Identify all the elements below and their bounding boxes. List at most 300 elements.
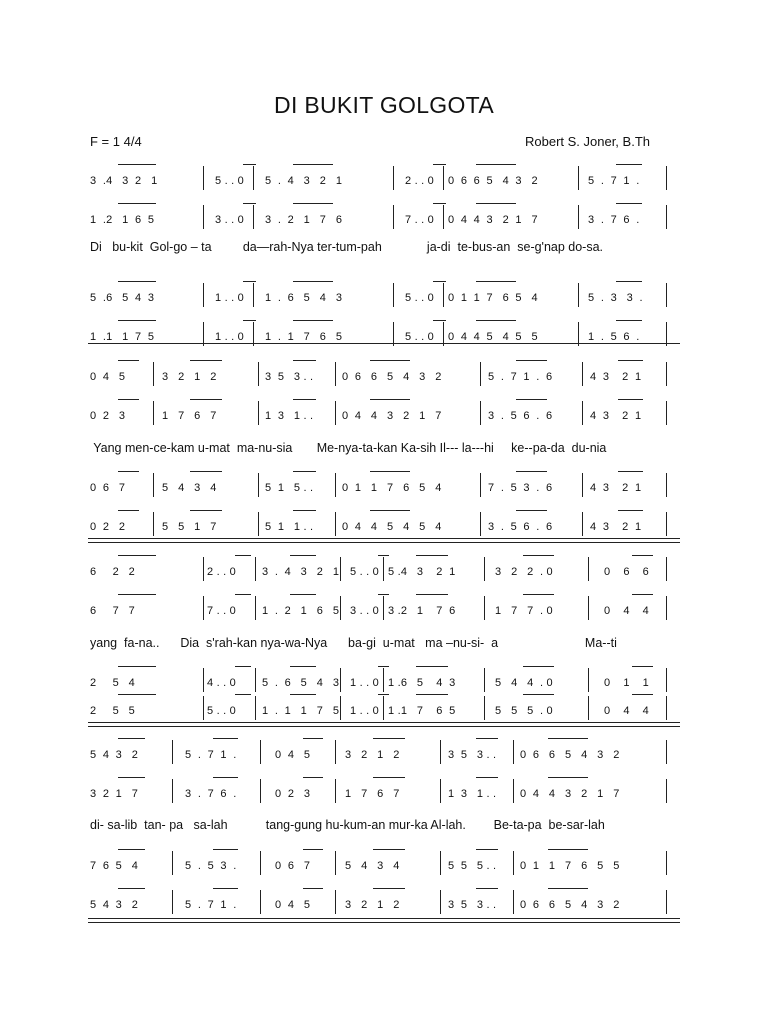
measure bbox=[405, 209, 434, 231]
measure bbox=[262, 561, 339, 583]
beam-line bbox=[378, 555, 389, 556]
bar-line bbox=[335, 851, 336, 875]
measure-notes: 6 7 7 bbox=[90, 605, 136, 617]
measure bbox=[90, 366, 125, 388]
measure-notes: 3 5 3 . . bbox=[265, 371, 314, 383]
beam-line bbox=[118, 738, 145, 739]
measure-notes: 0 4 4 3 2 1 7 bbox=[520, 788, 620, 800]
beam-line bbox=[523, 594, 554, 595]
measure-notes: 1 .6 5 4 3 bbox=[388, 677, 456, 689]
measure bbox=[185, 783, 237, 805]
measure bbox=[488, 366, 552, 388]
bar-line bbox=[172, 779, 173, 803]
bar-line bbox=[335, 740, 336, 764]
measure-notes: 0 6 7 bbox=[275, 860, 311, 872]
measure bbox=[162, 516, 217, 538]
measure bbox=[265, 170, 342, 192]
measure-notes: 3 2 1 7 bbox=[90, 788, 139, 800]
measure-notes: 6 2 2 bbox=[90, 566, 136, 578]
measure-notes: 1 . 6 5 4 3 bbox=[265, 292, 343, 304]
measure bbox=[495, 672, 553, 694]
bar-line bbox=[258, 401, 259, 425]
beam-line bbox=[370, 510, 410, 511]
measure bbox=[604, 700, 649, 722]
beam-line bbox=[616, 281, 642, 282]
notation-line bbox=[0, 561, 768, 583]
bar-line bbox=[578, 283, 579, 307]
measure bbox=[162, 366, 217, 388]
beam-line bbox=[373, 777, 405, 778]
measure-notes: 3 . 7 6 . bbox=[588, 214, 640, 226]
measure bbox=[342, 477, 442, 499]
bar-line bbox=[513, 890, 514, 914]
measure-notes: 2 5 5 bbox=[90, 705, 136, 717]
measure bbox=[604, 672, 649, 694]
beam-line bbox=[118, 471, 139, 472]
measure-notes: 0 4 4 bbox=[604, 705, 650, 717]
measure-notes: 3 5 3 . . bbox=[448, 899, 497, 911]
bar-line bbox=[484, 696, 485, 720]
notation-line bbox=[0, 477, 768, 499]
beam-line bbox=[632, 694, 653, 695]
beam-line bbox=[118, 594, 156, 595]
bar-line bbox=[203, 557, 204, 581]
beam-line bbox=[476, 849, 498, 850]
beam-line bbox=[516, 360, 547, 361]
bar-line bbox=[484, 596, 485, 620]
measure bbox=[90, 209, 154, 231]
bar-line bbox=[335, 512, 336, 536]
measure bbox=[90, 894, 138, 916]
measure bbox=[162, 477, 217, 499]
notation-line bbox=[0, 672, 768, 694]
measure-notes: 4 3 2 1 bbox=[590, 521, 642, 533]
measure bbox=[388, 700, 455, 722]
measure-notes: 0 2 3 bbox=[90, 410, 126, 422]
bar-line bbox=[666, 401, 667, 425]
beam-line bbox=[618, 399, 643, 400]
beam-line bbox=[235, 666, 251, 667]
measure-notes: 0 1 1 7 6 5 4 bbox=[448, 292, 538, 304]
measure bbox=[350, 600, 379, 622]
beam-line bbox=[293, 281, 333, 282]
beam-line bbox=[632, 594, 653, 595]
measure-notes: 1 7 6 7 bbox=[345, 788, 400, 800]
beam-line bbox=[476, 281, 516, 282]
measure-notes: 5 1 5 . . bbox=[265, 482, 314, 494]
beam-line bbox=[235, 694, 251, 695]
bar-line bbox=[203, 696, 204, 720]
bar-line bbox=[393, 166, 394, 190]
measure bbox=[604, 561, 649, 583]
notation-line bbox=[0, 326, 768, 348]
bar-line bbox=[582, 512, 583, 536]
beam-line bbox=[373, 849, 405, 850]
beam-line bbox=[293, 203, 333, 204]
beam-line bbox=[523, 666, 554, 667]
bar-line bbox=[383, 668, 384, 692]
bar-line bbox=[578, 205, 579, 229]
measure bbox=[90, 672, 135, 694]
beam-line bbox=[618, 471, 643, 472]
beam-line bbox=[433, 320, 446, 321]
measure-notes: 0 6 6 bbox=[604, 566, 650, 578]
beam-line bbox=[476, 777, 498, 778]
beam-line bbox=[235, 555, 251, 556]
measure bbox=[448, 894, 496, 916]
lyric-line: Yang men-ce-kam u-mat ma-nu-sia Me-nya-ta-kan Ka-sih Il--- la---hi ke--pa-da du-nia bbox=[90, 441, 607, 455]
measure bbox=[405, 287, 434, 309]
beam-line bbox=[433, 164, 446, 165]
measure bbox=[604, 600, 649, 622]
bar-line bbox=[666, 166, 667, 190]
measure bbox=[262, 700, 339, 722]
bar-line bbox=[582, 362, 583, 386]
bar-line bbox=[443, 166, 444, 190]
beam-line bbox=[293, 164, 333, 165]
measure-notes: 5 . . 0 bbox=[207, 705, 236, 717]
measure-notes: 1 . 5 6 . bbox=[588, 331, 640, 343]
measure bbox=[215, 170, 244, 192]
measure-notes: 5 4 3 4 bbox=[345, 860, 400, 872]
beam-line bbox=[433, 281, 446, 282]
bar-line bbox=[443, 205, 444, 229]
bar-line bbox=[443, 283, 444, 307]
measure bbox=[207, 700, 236, 722]
measure-notes: 1 .2 1 6 5 bbox=[90, 214, 155, 226]
bar-line bbox=[588, 668, 589, 692]
lyric-line: yang fa-na.. Dia s'rah-kan nya-wa-Nya ba-gi u-mat ma –nu-si- a Ma--ti bbox=[90, 636, 617, 650]
measure-notes: 4 . . 0 bbox=[207, 677, 236, 689]
measure bbox=[388, 600, 455, 622]
bar-line bbox=[666, 890, 667, 914]
measure-notes: 3 2 1 2 bbox=[345, 899, 400, 911]
beam-line bbox=[190, 471, 222, 472]
measure-notes: 5 5 5 . . bbox=[448, 860, 497, 872]
beam-line bbox=[370, 360, 410, 361]
measure-notes: 4 3 2 1 bbox=[590, 371, 642, 383]
measure-notes: 1 .1 7 6 5 bbox=[388, 705, 456, 717]
lyric-line: Di bu-kit Gol-go – ta da—rah-Nya ter-tum-pah ja-di te-bus-an se-g'nap do-sa. bbox=[90, 240, 604, 254]
measure-notes: 3 .2 1 7 6 bbox=[388, 605, 456, 617]
bar-line bbox=[253, 205, 254, 229]
bar-line bbox=[258, 473, 259, 497]
bar-line bbox=[383, 696, 384, 720]
measure bbox=[215, 209, 244, 231]
measure bbox=[90, 170, 157, 192]
bar-line bbox=[260, 851, 261, 875]
measure bbox=[342, 516, 442, 538]
system-separator bbox=[88, 538, 680, 543]
measure-notes: 5 . . 0 bbox=[215, 175, 244, 187]
measure-notes: 5 . 6 5 4 3 bbox=[262, 677, 340, 689]
beam-line bbox=[416, 694, 448, 695]
beam-line bbox=[293, 471, 316, 472]
measure bbox=[90, 855, 138, 877]
measure bbox=[185, 894, 237, 916]
measure bbox=[90, 287, 154, 309]
bar-line bbox=[582, 401, 583, 425]
beam-line bbox=[303, 738, 323, 739]
measure-notes: 0 4 5 bbox=[90, 371, 126, 383]
measure bbox=[495, 561, 553, 583]
beam-line bbox=[190, 360, 222, 361]
measure-notes: 1 . . 0 bbox=[350, 677, 379, 689]
measure-notes: 0 4 5 bbox=[275, 749, 311, 761]
measure bbox=[520, 783, 620, 805]
bar-line bbox=[513, 740, 514, 764]
measure bbox=[207, 672, 236, 694]
beam-line bbox=[118, 164, 156, 165]
measure-notes: 5 . 4 3 2 1 bbox=[265, 175, 343, 187]
measure bbox=[275, 744, 310, 766]
measure bbox=[185, 744, 237, 766]
bar-line bbox=[383, 557, 384, 581]
beam-line bbox=[118, 360, 139, 361]
measure bbox=[590, 366, 641, 388]
notation-line bbox=[0, 209, 768, 231]
measure bbox=[405, 326, 434, 348]
beam-line bbox=[476, 320, 516, 321]
beam-line bbox=[548, 888, 588, 889]
measure bbox=[350, 561, 379, 583]
measure-notes: 3 . 7 6 . bbox=[185, 788, 237, 800]
beam-line bbox=[476, 738, 498, 739]
bar-line bbox=[440, 740, 441, 764]
beam-line bbox=[548, 849, 588, 850]
beam-line bbox=[290, 555, 316, 556]
measure bbox=[448, 209, 538, 231]
measure bbox=[588, 287, 643, 309]
bar-line bbox=[153, 362, 154, 386]
measure-notes: 5 . . 0 bbox=[350, 566, 379, 578]
bar-line bbox=[340, 596, 341, 620]
measure bbox=[488, 516, 552, 538]
bar-line bbox=[588, 696, 589, 720]
measure-notes: 2 . . 0 bbox=[207, 566, 236, 578]
beam-line bbox=[433, 203, 446, 204]
beam-line bbox=[290, 594, 316, 595]
bar-line bbox=[340, 557, 341, 581]
measure bbox=[345, 783, 400, 805]
bar-line bbox=[666, 557, 667, 581]
measure-notes: 0 6 6 5 4 3 2 bbox=[448, 175, 538, 187]
bar-line bbox=[172, 851, 173, 875]
measure-notes: 5 .4 3 2 1 bbox=[388, 566, 456, 578]
measure bbox=[275, 783, 310, 805]
system-separator bbox=[88, 918, 680, 923]
measure bbox=[388, 672, 455, 694]
measure-notes: 3 . 5 6 . 6 bbox=[488, 410, 553, 422]
measure bbox=[350, 672, 379, 694]
beam-line bbox=[293, 399, 316, 400]
measure bbox=[90, 700, 135, 722]
bar-line bbox=[258, 512, 259, 536]
measure bbox=[162, 405, 217, 427]
beam-line bbox=[118, 888, 145, 889]
bar-line bbox=[480, 362, 481, 386]
measure bbox=[90, 516, 125, 538]
beam-line bbox=[118, 320, 156, 321]
beam-line bbox=[290, 666, 316, 667]
bar-line bbox=[260, 890, 261, 914]
bar-line bbox=[666, 596, 667, 620]
measure-notes: 3 2 1 2 bbox=[345, 749, 400, 761]
bar-line bbox=[666, 668, 667, 692]
bar-line bbox=[666, 696, 667, 720]
measure-notes: 2 . . 0 bbox=[405, 175, 434, 187]
beam-line bbox=[476, 203, 516, 204]
measure-notes: 5 5 5 . 0 bbox=[495, 705, 553, 717]
measure-notes: 1 . 1 7 6 5 bbox=[265, 331, 343, 343]
beam-line bbox=[616, 164, 642, 165]
measure-notes: 4 3 2 1 bbox=[590, 410, 642, 422]
bar-line bbox=[582, 473, 583, 497]
bar-line bbox=[440, 851, 441, 875]
measure-notes: 1 . . 0 bbox=[215, 331, 244, 343]
bar-line bbox=[253, 283, 254, 307]
measure bbox=[495, 600, 553, 622]
bar-line bbox=[480, 401, 481, 425]
beam-line bbox=[303, 777, 323, 778]
system-separator bbox=[88, 343, 680, 344]
measure bbox=[215, 326, 244, 348]
bar-line bbox=[153, 401, 154, 425]
measure bbox=[90, 744, 138, 766]
beam-line bbox=[548, 777, 588, 778]
beam-line bbox=[523, 555, 554, 556]
measure-notes: 0 4 5 bbox=[275, 899, 311, 911]
bar-line bbox=[172, 890, 173, 914]
beam-line bbox=[616, 320, 642, 321]
measure-notes: 5 4 3 2 bbox=[90, 749, 139, 761]
beam-line bbox=[243, 281, 256, 282]
beam-line bbox=[378, 594, 389, 595]
notation-line bbox=[0, 366, 768, 388]
measure-notes: 5 . . 0 bbox=[405, 331, 434, 343]
measure-notes: 3 . . 0 bbox=[215, 214, 244, 226]
measure bbox=[405, 170, 434, 192]
beam-line bbox=[632, 555, 653, 556]
measure bbox=[590, 477, 641, 499]
measure bbox=[520, 855, 620, 877]
beam-line bbox=[293, 320, 333, 321]
measure bbox=[342, 366, 442, 388]
measure bbox=[388, 561, 455, 583]
beam-line bbox=[373, 738, 405, 739]
beam-line bbox=[118, 555, 156, 556]
bar-line bbox=[513, 851, 514, 875]
bar-line bbox=[588, 557, 589, 581]
measure bbox=[345, 894, 400, 916]
bar-line bbox=[172, 740, 173, 764]
measure bbox=[90, 783, 138, 805]
bar-line bbox=[260, 779, 261, 803]
bar-line bbox=[666, 205, 667, 229]
measure bbox=[345, 744, 400, 766]
measure bbox=[520, 744, 620, 766]
measure bbox=[588, 209, 640, 231]
bar-line bbox=[258, 362, 259, 386]
measure bbox=[342, 405, 442, 427]
measure-notes: 0 6 6 5 4 3 2 bbox=[520, 899, 620, 911]
measure-notes: 0 6 7 bbox=[90, 482, 126, 494]
measure-notes: 0 1 1 bbox=[604, 677, 650, 689]
bar-line bbox=[383, 596, 384, 620]
measure-notes: 3 2 1 2 bbox=[162, 371, 217, 383]
measure-notes: 0 6 6 5 4 3 2 bbox=[342, 371, 442, 383]
measure-notes: 7 6 5 4 bbox=[90, 860, 139, 872]
measure bbox=[448, 744, 496, 766]
measure bbox=[265, 516, 313, 538]
beam-line bbox=[293, 360, 316, 361]
measure-notes: 5 4 3 2 bbox=[90, 899, 139, 911]
bar-line bbox=[578, 166, 579, 190]
measure-notes: 0 2 3 bbox=[275, 788, 311, 800]
beam-line bbox=[118, 281, 156, 282]
measure bbox=[520, 894, 620, 916]
measure bbox=[207, 600, 236, 622]
measure bbox=[90, 405, 125, 427]
measure bbox=[590, 516, 641, 538]
bar-line bbox=[440, 779, 441, 803]
beam-line bbox=[378, 694, 389, 695]
measure-notes: 1 .1 1 7 5 bbox=[90, 331, 155, 343]
bar-line bbox=[666, 851, 667, 875]
notation-line bbox=[0, 700, 768, 722]
beam-line bbox=[118, 203, 156, 204]
measure-notes: 7 . . 0 bbox=[207, 605, 236, 617]
measure-notes: 4 3 2 1 bbox=[590, 482, 642, 494]
bar-line bbox=[480, 512, 481, 536]
beam-line bbox=[235, 594, 251, 595]
measure-notes: 5 . 3 3 . bbox=[588, 292, 643, 304]
bar-line bbox=[484, 557, 485, 581]
measure-notes: 0 2 2 bbox=[90, 521, 126, 533]
bar-line bbox=[335, 779, 336, 803]
beam-line bbox=[370, 399, 410, 400]
beam-line bbox=[516, 471, 547, 472]
bar-line bbox=[666, 473, 667, 497]
measure-notes: 5 4 3 4 bbox=[162, 482, 217, 494]
bar-line bbox=[255, 596, 256, 620]
measure-notes: 5 1 1 . . bbox=[265, 521, 314, 533]
measure-notes: 0 4 4 3 2 1 7 bbox=[448, 214, 538, 226]
measure-notes: 5 . 7 1 . bbox=[185, 749, 237, 761]
bar-line bbox=[203, 283, 204, 307]
measure-notes: 3 5 3 . . bbox=[448, 749, 497, 761]
beam-line bbox=[378, 666, 389, 667]
measure-notes: 0 4 4 5 4 5 5 bbox=[448, 331, 538, 343]
bar-line bbox=[666, 779, 667, 803]
bar-line bbox=[666, 283, 667, 307]
bar-line bbox=[666, 512, 667, 536]
notation-line bbox=[0, 287, 768, 309]
measure-notes: 0 1 1 7 6 5 4 bbox=[342, 482, 442, 494]
measure bbox=[448, 855, 496, 877]
measure bbox=[345, 855, 400, 877]
composer: Robert S. Joner, B.Th bbox=[524, 134, 650, 149]
measure-notes: 1 . 2 1 6 5 bbox=[262, 605, 340, 617]
bar-line bbox=[153, 512, 154, 536]
notation-line bbox=[0, 894, 768, 916]
measure-notes: 1 7 6 7 bbox=[162, 410, 217, 422]
measure bbox=[448, 287, 538, 309]
measure bbox=[265, 287, 342, 309]
measure bbox=[488, 405, 552, 427]
measure-notes: 0 4 4 bbox=[604, 605, 650, 617]
notation-line bbox=[0, 170, 768, 192]
